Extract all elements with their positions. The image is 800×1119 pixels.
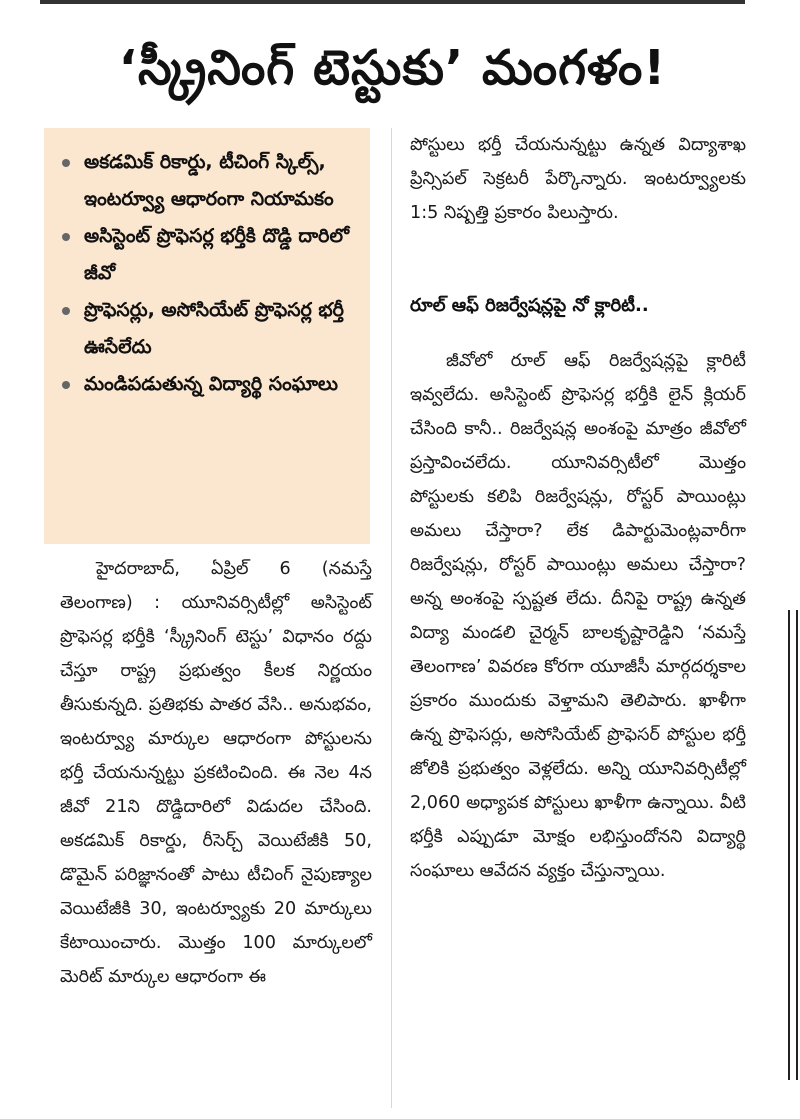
headline: ‘స్క్రీనింగ్ టెస్టుకు’ మంగళం! — [118, 40, 667, 96]
highlight-item — [62, 292, 358, 366]
lead-paragraph: హైదరాబాద్, ఏప్రిల్ 6 (నమస్తే తెలంగాణ) : యూనివర్సిటీల్లో అసిస్టెంట్ ప్రొఫెసర్ల భర్తీకి ‘స్క్రీనింగ్ టెస్టు’ విధానం రద్దు చేస్తూ రాష్ట్ర ప్రభుత్వం కీలక నిర్ణయం తీసుకున్నది. ప్రతిభకు పాతర వేసి.. అనుభవం, ఇంటర్వ్యూ మార్కుల ఆధారంగా పోస్టులను భర్తీ చేయనున్నట్టు ప్రకటించింది. ఈ నెల 4న జీవో 21ని దొడ్డిదారిలో విడుదల చేసింది. అకడమిక్ రికార్డు, రీసెర్చ్ వెయిటేజీకి 50, డొమైన్ పరిజ్ఞానంతో పాటు టీచింగ్ నైపుణ్యాల వెయిటేజీకి 30, ఇంటర్వ్యూకు 20 మార్కులు కేటాయించారు. మొత్తం 100 మార్కులలో మెరిట్ మార్కుల ఆధారంగా ఈ — [60, 559, 372, 987]
highlight-text: మండిపడుతున్న విద్యార్థి సంఘాలు — [84, 373, 338, 395]
highlight-item — [62, 366, 358, 403]
bullet-icon — [62, 233, 70, 241]
page-edge-border — [788, 610, 798, 1080]
highlight-text: అకడమిక్ రికార్డు, టీచింగ్ స్కిల్స్, ఇంటర్వ్యూ ఆధారంగా నియామకం — [84, 151, 334, 210]
continuation-paragraph: పోస్టులు భర్తీ చేయనున్నట్టు ఉన్నత విద్యాశాఖ ప్రిన్సిపల్ సెక్రటరీ పేర్కొన్నారు. ఇంటర్వ్యూలకు 1:5 నిష్పత్తి ప్రకారం పిలుస్తారు. — [410, 135, 746, 223]
highlights-box — [44, 128, 370, 544]
top-rule — [40, 0, 745, 4]
column-divider — [391, 128, 392, 1108]
bullet-icon — [62, 159, 70, 167]
body-paragraph: జీవోలో రూల్ ఆఫ్ రిజర్వేషన్లపై క్లారిటీ ఇవ్వలేదు. అసిస్టెంట్ ప్రొఫెసర్ల భర్తీకి లైన్ క్లియర్ చేసింది కానీ.. రిజర్వేషన్ల అంశంపై మాత్రం జీవోలో ప్రస్తావించలేదు. యూనివర్సిటీలో మొత్తం పోస్టులకు కలిపి రిజర్వేషన్లు, రోస్టర్ పాయింట్లు అమలు చేస్తారా? లేక డిపార్టుమెంట్లవారీగా రిజర్వేషన్లు, రోస్టర్ పాయింట్లు అమలు చేస్తారా? అన్న అంశంపై స్పష్టత లేదు. దీనిపై రాష్ట్ర ఉన్నత విద్యా మండలి చైర్మన్ బాలకృష్టారెడ్డిని ‘నమస్తే తెలంగాణ’ వివరణ కోరగా యూజీసీ మార్గదర్శకాల ప్రకారం ముందుకు వెళ్తామని తెలిపారు. ఖాళీగా ఉన్న ప్రొఫెసర్లు, అసోసియేట్ ప్రొఫెసర్ పోస్టుల భర్తీ జోలికి ప్రభుత్వం వెళ్లలేదు. అన్ని యూనివర్సిటీల్లో 2,060 అధ్యాపక పోస్టులు ఖాళీగా ఉన్నాయి. వీటి భర్తీకి ఎప్పుడూ మోక్షం లభిస్తుందోనని విద్యార్థి సంఘాలు ఆవేదన వ్యక్తం చేస్తున్నాయి. — [410, 351, 746, 881]
subheading: రూల్ ఆఫ్ రిజర్వేషన్లపై నో క్లారిటీ.. — [410, 295, 649, 316]
right-column-top — [410, 128, 746, 230]
right-column-bottom — [410, 344, 746, 888]
highlight-item — [62, 144, 358, 218]
highlight-text: అసిస్టెంట్ ప్రొఫెసర్ల భర్తీకి దొడ్డి దారిలో జీవో — [84, 225, 350, 284]
highlight-item — [62, 218, 358, 292]
left-column — [60, 552, 372, 994]
bullet-icon — [62, 381, 70, 389]
highlight-text: ప్రొఫెసర్లు, అసోసియేట్ ప్రొఫెసర్ల భర్తీ ఊసేలేదు — [84, 299, 344, 358]
bullet-icon — [62, 307, 70, 315]
